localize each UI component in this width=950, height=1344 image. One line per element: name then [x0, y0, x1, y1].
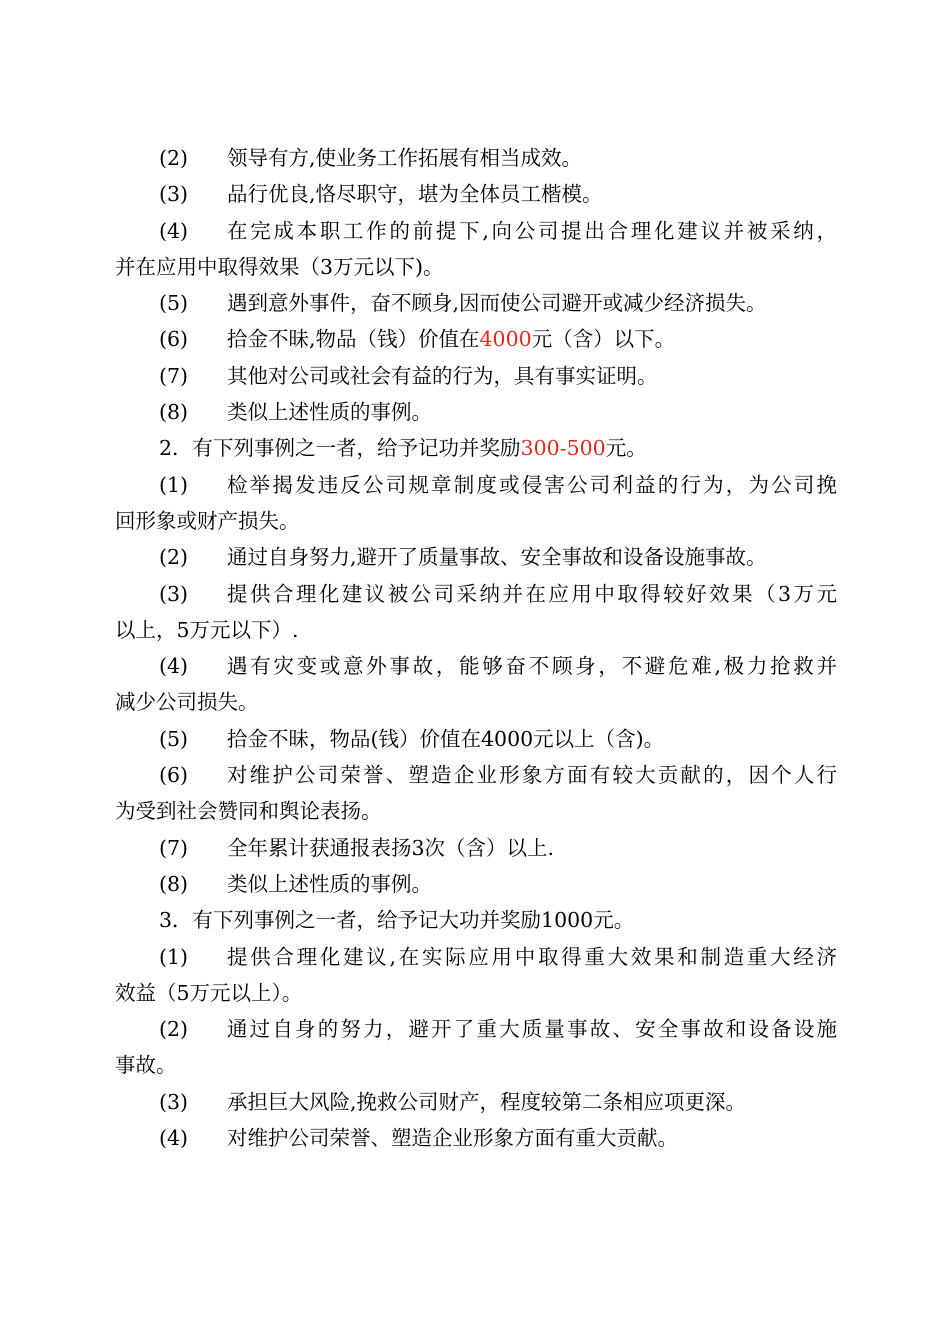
section-text [159, 430, 647, 466]
item-number: (1) [159, 944, 189, 969]
highlighted-amount: 300-500 [520, 436, 606, 461]
item-number: (6) [159, 763, 189, 788]
list-item [115, 830, 837, 866]
item-text-continued: 以上，5万元以下）. [115, 617, 299, 642]
item-text-continued: 减少公司损失。 [115, 690, 259, 715]
section-heading [115, 902, 837, 938]
item-number: (8) [159, 871, 189, 896]
item-number: (2) [159, 1017, 189, 1042]
list-item-continuation [115, 503, 837, 539]
item-text: 遇到意外事件，奋不顾身,因而使公司避开或减少经济损失。 [227, 291, 767, 316]
section-heading [115, 430, 837, 466]
item-text: 承担巨大风险,挽救公司财产，程度较第二条相应项更深。 [227, 1089, 747, 1114]
document-body [115, 140, 837, 1156]
item-text: 提供合理化建议被公司采纳并在应用中取得较好效果（3万元 [227, 581, 837, 606]
item-number: (6) [159, 327, 189, 352]
item-text: 领导有方,使业务工作拓展有相当成效。 [227, 146, 583, 170]
item-text-part: 元（含）以下。 [531, 327, 676, 352]
item-text: 在完成本职工作的前提下,向公司提出合理化建议并被采纳， [227, 218, 837, 243]
item-text-continued: 事故。 [115, 1053, 177, 1078]
list-item [115, 939, 837, 975]
item-number: (5) [159, 726, 189, 751]
list-item [115, 176, 837, 212]
item-text: 全年累计获通报表扬3次（含）以上. [227, 835, 555, 860]
item-text: 拾金不昧，物品(钱）价值在4000元以上（含)。 [227, 726, 665, 751]
list-item [115, 140, 837, 176]
item-text: 通过自身的努力，避开了重大质量事故、安全事故和设备设施 [227, 1017, 837, 1042]
list-item [115, 394, 837, 430]
item-text: 检举揭发违反公司规章制度或侵害公司利益的行为，为公司挽 [227, 472, 837, 497]
item-text: 对维护公司荣誉、塑造企业形象方面有重大贡献。 [227, 1126, 678, 1151]
item-number: (2) [159, 146, 189, 170]
list-item [115, 213, 837, 249]
item-number: (4) [159, 654, 189, 679]
section-text-part: 元。 [605, 436, 647, 461]
item-number: (8) [159, 400, 189, 425]
item-text [227, 321, 837, 357]
list-item-continuation [115, 975, 837, 1011]
list-item-continuation [115, 249, 837, 285]
list-item [115, 467, 837, 503]
item-text: 对维护公司荣誉、塑造企业形象方面有较大贡献的，因个人行 [227, 763, 837, 788]
list-item-continuation [115, 612, 837, 648]
item-number: (4) [159, 1126, 189, 1151]
item-number: (7) [159, 835, 189, 860]
list-item [115, 285, 837, 321]
list-item [115, 1120, 837, 1156]
list-item-continuation [115, 684, 837, 720]
list-item [115, 648, 837, 684]
list-item-continuation [115, 1047, 837, 1083]
list-item [115, 721, 837, 757]
item-text-continued: 为受到社会赞同和舆论表扬。 [115, 799, 382, 824]
item-text-continued: 回形象或财产损失。 [115, 508, 300, 533]
item-number: (3) [159, 182, 189, 207]
section-text: 3．有下列事例之一者，给予记大功并奖励1000元。 [159, 908, 635, 933]
item-number: (4) [159, 218, 189, 243]
list-item [115, 539, 837, 575]
item-number: (5) [159, 291, 189, 316]
item-text: 品行优良,恪尽职守，堪为全体员工楷模。 [227, 182, 603, 207]
item-text: 类似上述性质的事例。 [227, 871, 432, 896]
item-number: (2) [159, 545, 189, 570]
list-item [115, 1084, 837, 1120]
item-text: 类似上述性质的事例。 [227, 400, 432, 425]
section-text-part: 2．有下列事例之一者，给予记功并奖励 [159, 436, 521, 461]
list-item-continuation [115, 793, 837, 829]
list-item [115, 757, 837, 793]
list-item [115, 866, 837, 902]
list-item [115, 1011, 837, 1047]
item-text: 其他对公司或社会有益的行为，具有事实证明。 [227, 363, 658, 388]
list-item [115, 358, 837, 394]
highlighted-amount: 4000 [479, 327, 532, 352]
list-item [115, 576, 837, 612]
item-text-part: 拾金不昧,物品（钱）价值在 [227, 327, 480, 352]
item-number: (1) [159, 472, 189, 497]
list-item [115, 321, 837, 357]
item-text: 提供合理化建议,在实际应用中取得重大效果和制造重大经济 [227, 944, 837, 969]
item-number: (3) [159, 1089, 189, 1114]
item-number: (3) [159, 581, 189, 606]
item-text-continued: 并在应用中取得效果（3万元以下)。 [115, 254, 444, 279]
item-number: (7) [159, 363, 189, 388]
item-text-continued: 效益（5万元以上）。 [115, 980, 303, 1005]
item-text: 通过自身努力,避开了质量事故、安全事故和设备设施事故。 [227, 545, 767, 570]
item-text: 遇有灾变或意外事故，能够奋不顾身，不避危难,极力抢救并 [227, 654, 837, 679]
